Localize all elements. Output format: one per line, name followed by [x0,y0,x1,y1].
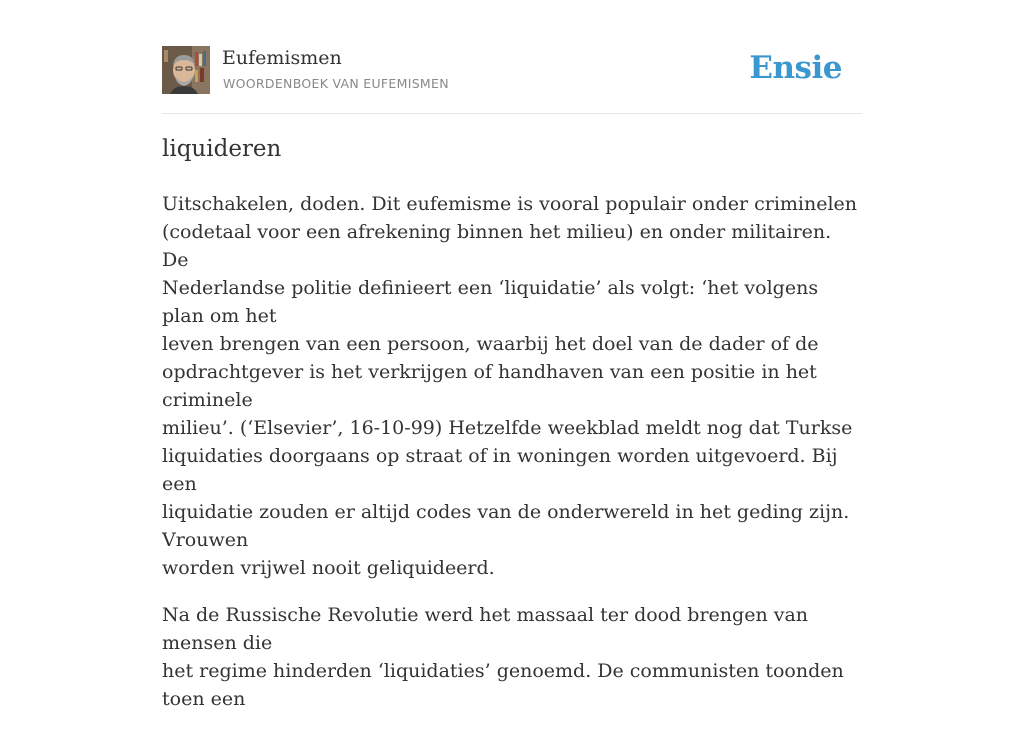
ensie-logo[interactable]: Ensie [749,50,842,86]
entry-paragraph: Na de Russische Revolutie werd het massaal ter dood brengen van mensen die het regime hinderden ‘liquidaties’ genoemd. De communisten toonden toen een [162,604,844,710]
author-name[interactable]: Eufemismen [222,47,342,69]
author-subtitle[interactable]: WOORDENBOEK VAN EUFEMISMEN [223,76,449,91]
entry-title: liquideren [162,136,282,162]
header-divider [162,113,862,114]
entry-header [162,46,862,96]
entry-paragraph: Uitschakelen, doden. Dit eufemisme is vooral populair onder criminelen (codetaal voor een afrekening binnen het milieu) en onder militairen. De Nederlandse politie definieert een ‘liquidatie’ als volgt: ‘het volgens plan om het leven brengen van een persoon, waarbij het doel van de dader of de opdrachtgever is het verkrijgen of handhaven van een positie in het criminele milieu’. (‘Elsevier’, 16-10-99) Hetzelfde weekblad meldt nog dat Turkse liquidaties doorgaans op straat of in woningen worden uitgevoerd. Bij een liquidatie zouden er altijd codes van de onderwereld in het geding zijn. Vrouwen worden vrijwel nooit geliquideerd. [162,193,858,579]
entry-body [162,190,862,732]
author-avatar[interactable] [162,46,210,94]
